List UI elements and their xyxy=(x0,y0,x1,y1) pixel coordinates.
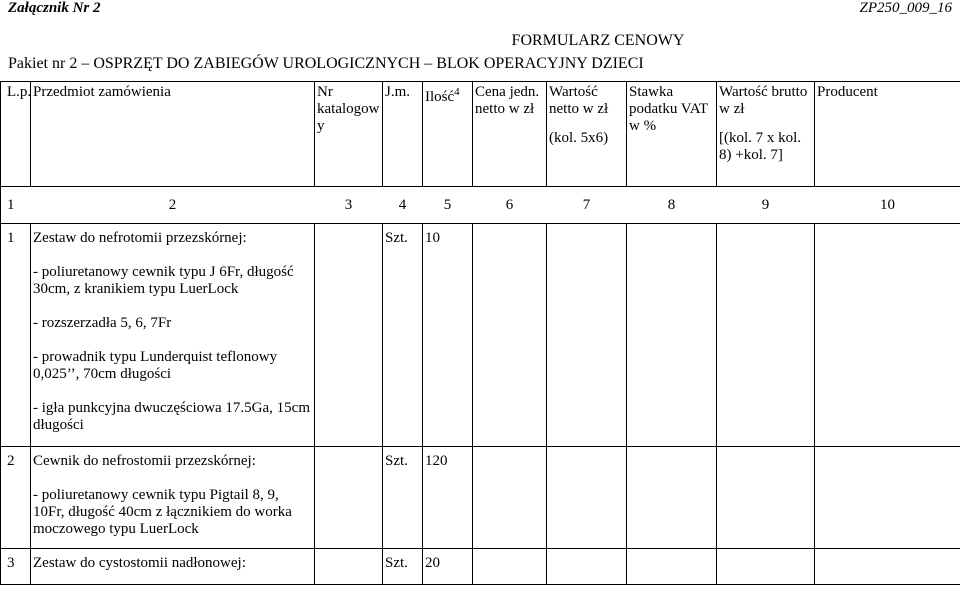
row-qty: 10 xyxy=(423,224,473,447)
attachment-label: Załącznik Nr 2 xyxy=(8,0,101,16)
col-price: Cena jedn. netto w zł xyxy=(473,82,547,187)
row-catalog[interactable] xyxy=(315,549,383,585)
col-gross: Wartość brutto w zł [(kol. 7 x kol. 8) +kol. 7] xyxy=(717,82,815,187)
row-qty: 20 xyxy=(423,549,473,585)
row-net-value[interactable] xyxy=(547,224,627,447)
col-unit: J.m. xyxy=(383,82,423,187)
col-lp: L.p. xyxy=(1,82,31,187)
row-vat[interactable] xyxy=(627,224,717,447)
row-producer[interactable] xyxy=(815,224,960,447)
row-catalog[interactable] xyxy=(315,447,383,549)
package-title: Pakiet nr 2 – OSPRZĘT DO ZABIEGÓW UROLOGICZNYCH – BLOK OPERACYJNY DZIECI xyxy=(8,55,644,72)
form-title: FORMULARZ CENOWY xyxy=(511,32,685,49)
row-unit: Szt. xyxy=(383,224,423,447)
row-vat[interactable] xyxy=(627,447,717,549)
document-reference: ZP250_009_16 xyxy=(859,0,952,16)
row-producer[interactable] xyxy=(815,447,960,549)
col-producer: Producent xyxy=(815,82,960,187)
col-qty: Ilość$^4$ xyxy=(423,82,473,187)
col-number: 9 xyxy=(717,187,815,224)
price-table xyxy=(0,81,960,585)
row-price[interactable] xyxy=(473,224,547,447)
col-number: 3 xyxy=(315,187,383,224)
row-item-description: Cewnik do nefrostomii przezskórnej: - poliuretanowy cewnik typu Pigtail 8, 9, 10Fr, długość 40cm z łącznikiem do worka moczowego typu LuerLock xyxy=(31,447,315,549)
row-unit: Szt. xyxy=(383,549,423,585)
col-number: 2 xyxy=(31,187,315,224)
col-catalog: Nr katalogow y xyxy=(315,82,383,187)
table-row xyxy=(1,549,960,585)
row-item-description: Zestaw do nefrotomii przezskórnej: - poliuretanowy cewnik typu J 6Fr, długość 30cm, z kranikiem typu LuerLock - rozszerzadła 5, 6, 7Fr - prowadnik typu Lunderquist teflonowy 0,025’’, 70cm długości - igła punkcyjna dwuczęściowa 17.5Ga, 15cm długości xyxy=(31,224,315,447)
col-net-value: Wartość netto w zł (kol. 5x6) xyxy=(547,82,627,187)
row-qty: 120 xyxy=(423,447,473,549)
col-vat: Stawka podatku VAT w % xyxy=(627,82,717,187)
col-number: 7 xyxy=(547,187,627,224)
row-gross[interactable] xyxy=(717,447,815,549)
row-net-value[interactable] xyxy=(547,447,627,549)
col-number: 8 xyxy=(627,187,717,224)
table-row xyxy=(1,447,960,549)
col-item: Przedmiot zamówienia xyxy=(31,82,315,187)
row-gross[interactable] xyxy=(717,224,815,447)
table-header-row xyxy=(1,82,960,187)
row-vat[interactable] xyxy=(627,549,717,585)
col-number: 4 xyxy=(383,187,423,224)
col-number: 6 xyxy=(473,187,547,224)
row-lp: 3 xyxy=(1,549,31,585)
col-number: 10 xyxy=(815,187,960,224)
col-number: 5 xyxy=(423,187,473,224)
row-lp: 1 xyxy=(1,224,31,447)
row-item-description: Zestaw do cystostomii nadłonowej: xyxy=(31,549,315,585)
row-gross[interactable] xyxy=(717,549,815,585)
column-numbers-row xyxy=(1,187,960,224)
row-catalog[interactable] xyxy=(315,224,383,447)
row-price[interactable] xyxy=(473,447,547,549)
row-price[interactable] xyxy=(473,549,547,585)
row-unit: Szt. xyxy=(383,447,423,549)
row-producer[interactable] xyxy=(815,549,960,585)
row-net-value[interactable] xyxy=(547,549,627,585)
col-number: 1 xyxy=(1,187,31,224)
row-lp: 2 xyxy=(1,447,31,549)
table-row xyxy=(1,224,960,447)
